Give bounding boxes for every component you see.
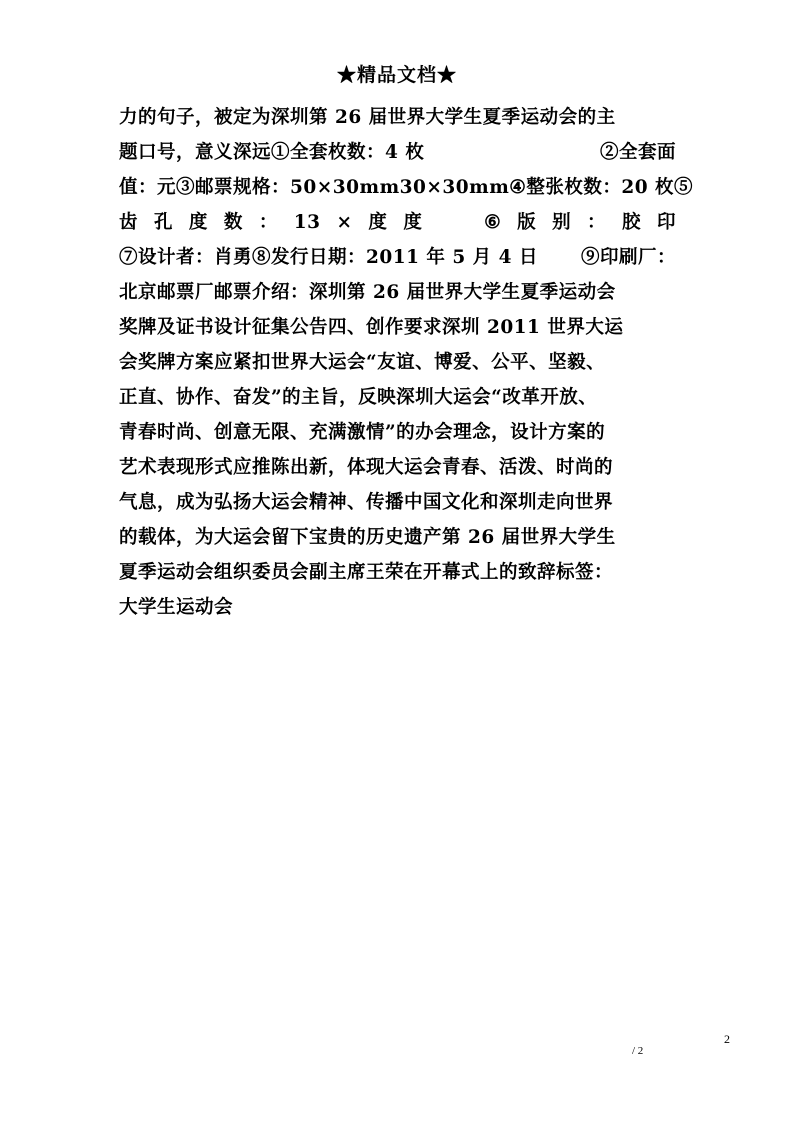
text-line-13: 的载体，为大运会留下宝贵的历史遗产第 26 届世界大学生 [119,527,616,548]
text-line-4 [119,205,676,240]
text-line-5 [119,240,676,275]
text-line-3: 值：元③邮票规格：50×30mm30×30mm④整张枚数：20 枚⑤ [119,177,694,198]
text-line-4-char: ： [587,212,607,233]
text-line-4-char: 13 [293,212,321,233]
text-line-10: 青春时尚、创意无限、充满激情”的办会理念，设计方案的 [119,422,606,443]
text-line-8: 会奖牌方案应紧扣世界大运会“友谊、博爱、公平、坚毅、 [119,352,606,373]
document-header: ★精品文档★ [336,64,457,86]
text-line-4-char: 孔 [153,212,173,233]
text-line-7: 奖牌及证书设计征集公告四、创作要求深圳 2011 世界大运 [119,317,624,338]
text-line-9: 正直、协作、奋发”的主旨，反映深圳大运会“改革开放、 [119,387,598,408]
text-line-4-char: 度 [368,212,388,233]
text-line-4-char: 数 [223,212,243,233]
text-line-4-char: 齿 [119,212,139,233]
text-line-5-right: ⑨印刷厂： [580,247,676,268]
text-line-4-char: 别 [552,212,572,233]
text-line-5-left: ⑦设计者：肖勇⑧发行日期：2011 年 5 月 4 日 [119,247,538,268]
text-line-1: 力的句子，被定为深圳第 26 届世界大学生夏季运动会的主 [119,107,616,128]
text-line-4-char: ： [258,212,278,233]
page-of-total: / 2 [632,1045,644,1057]
text-line-4-char: 版 [517,212,537,233]
text-line-4-space [461,205,468,240]
page-number: 2 [724,1032,730,1046]
text-line-4-char: × [336,212,353,233]
text-line-14: 夏季运动会组织委员会副主席王荣在开幕式上的致辞标签： [119,562,614,583]
text-line-4-char: 印 [656,212,676,233]
document-body [119,100,694,625]
text-line-15: 大学生运动会 [119,597,234,618]
text-line-4-char: ⑥ [484,212,502,233]
text-line-2-right: ②全套面 [599,142,676,163]
text-line-4-char: 度 [188,212,208,233]
text-line-6: 北京邮票厂邮票介绍：深圳第 26 届世界大学生夏季运动会 [119,282,616,303]
text-line-2-left: 题口号，意义深远①全套枚数：4 枚 [119,142,425,163]
text-line-11: 艺术表现形式应推陈出新，体现大运会青春、活泼、时尚的 [119,457,614,478]
text-line-4-space [438,205,445,240]
text-line-4-char: 胶 [621,212,641,233]
text-line-12: 气息，成为弘扬大运会精神、传播中国文化和深圳走向世界 [119,492,614,513]
text-line-2 [119,135,676,170]
text-line-4-char: 度 [403,212,423,233]
